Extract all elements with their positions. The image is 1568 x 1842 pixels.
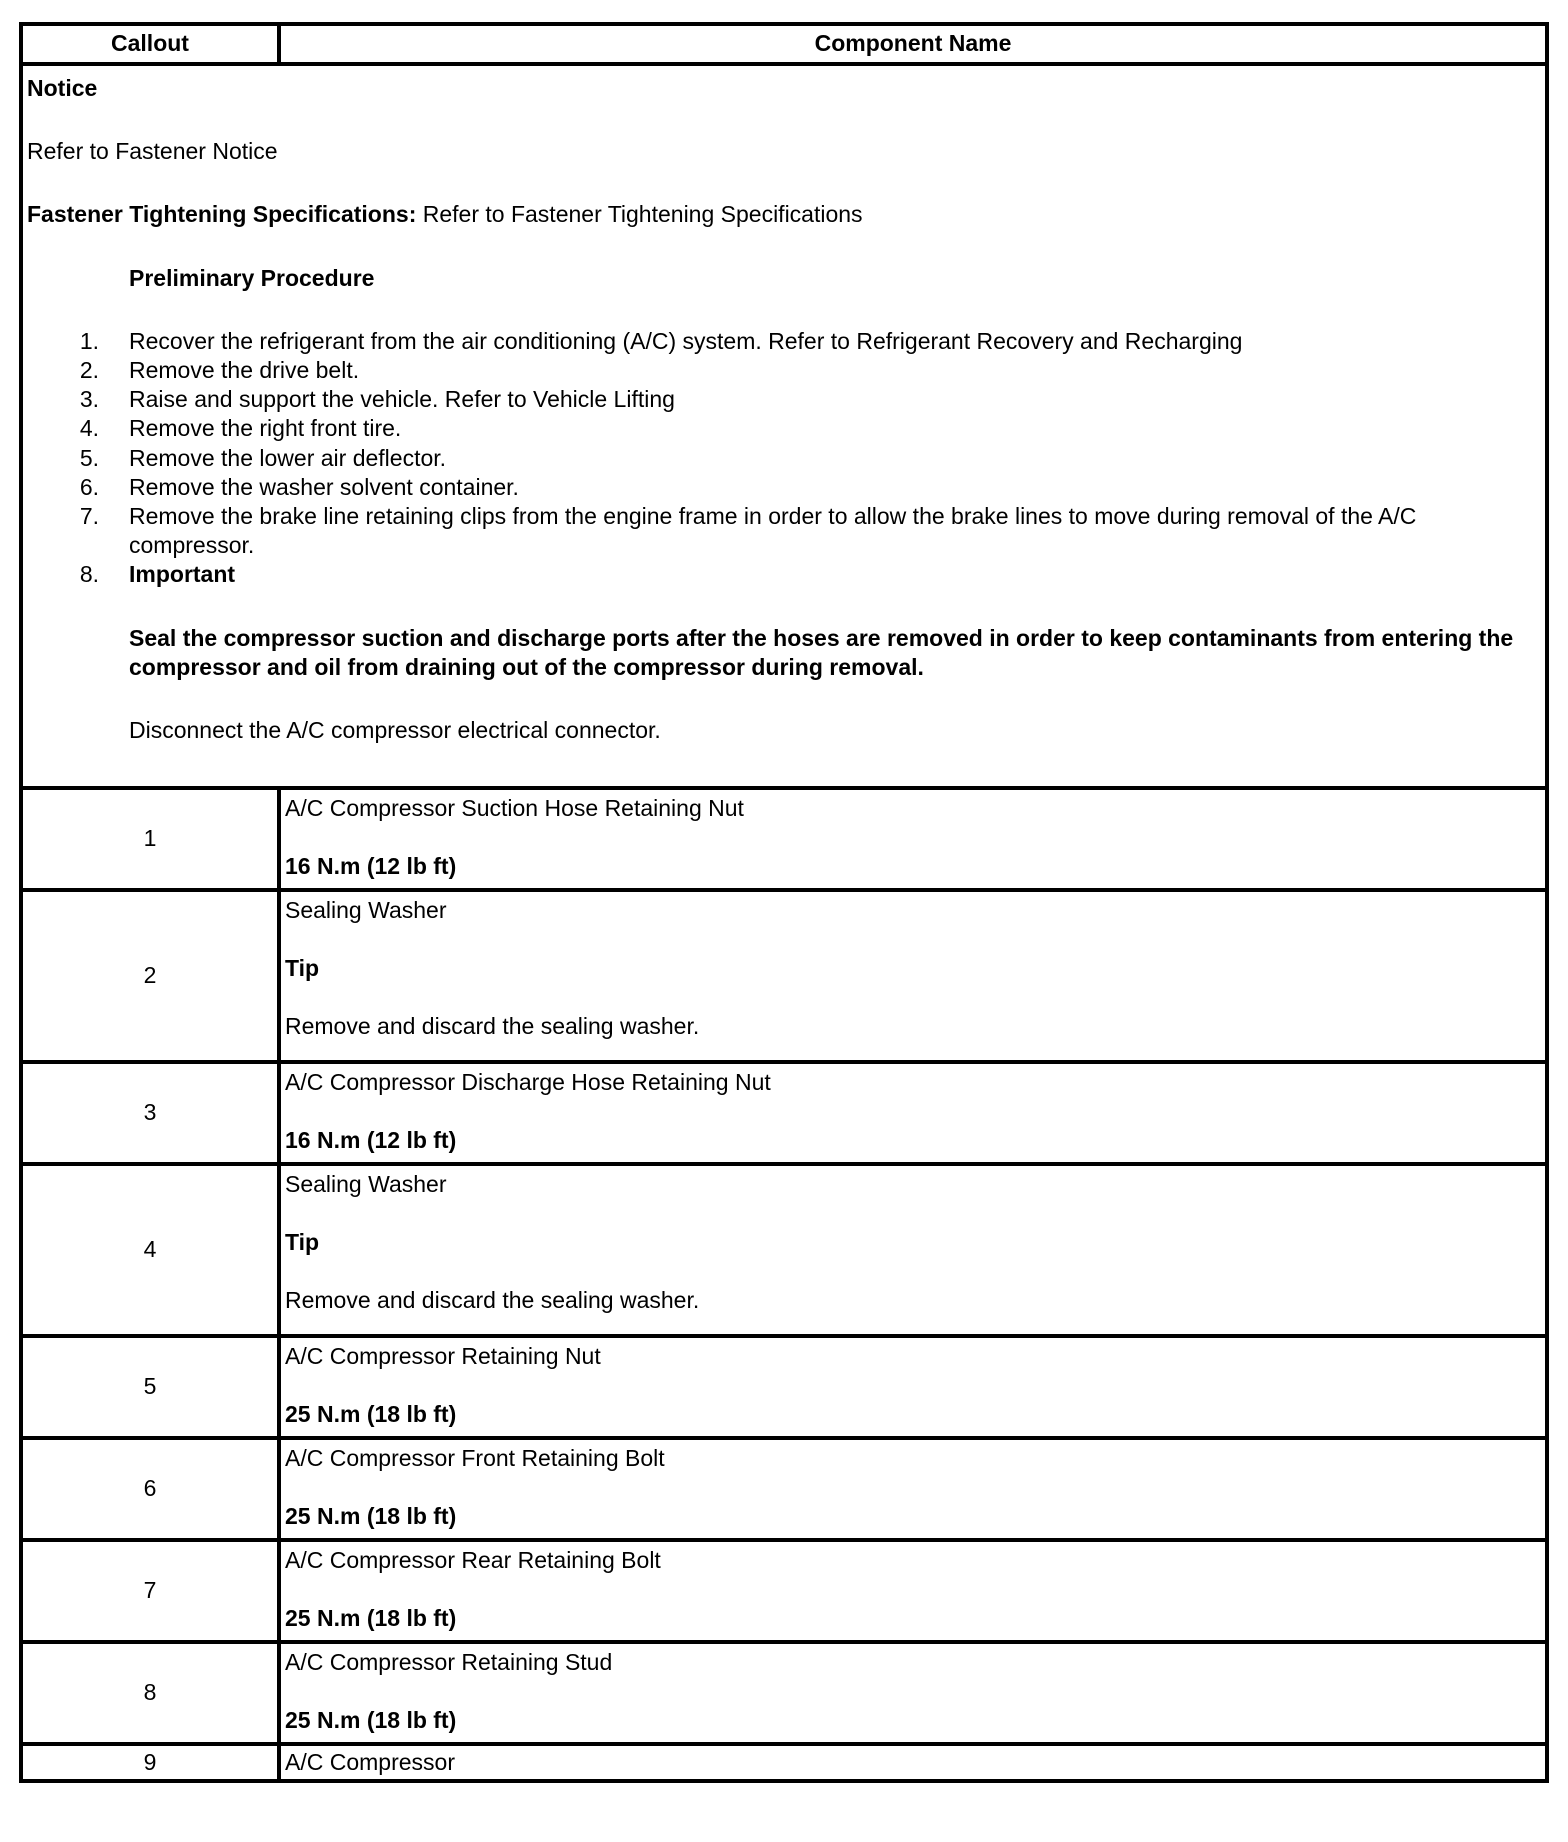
callout-number: 8 (21, 1642, 279, 1744)
table-row (21, 1540, 1547, 1642)
step-item (27, 560, 1539, 589)
table-row (21, 1164, 1547, 1336)
component-name: Sealing Washer (285, 1171, 447, 1197)
step-text: Remove the washer solvent container. (129, 473, 519, 500)
fastener-spec (27, 200, 1539, 229)
callout-header: Callout (21, 24, 279, 64)
component-cell (279, 890, 1547, 1062)
callout-number: 9 (21, 1744, 279, 1781)
step-number: 6. (79, 473, 99, 500)
step-text: Remove the right front tire. (129, 415, 402, 442)
fastener-spec-label: Fastener Tightening Specifications: (27, 201, 417, 228)
torque-spec: 25 N.m (18 lb ft) (285, 1503, 457, 1530)
step-item (27, 356, 1539, 385)
step-item (27, 414, 1539, 443)
step-text: Recover the refrigerant from the air conditioning (A/C) system. Refer to Refrigerant Recovery and Recharging (129, 327, 1243, 354)
final-step-text: Disconnect the A/C compressor electrical connector. (129, 717, 661, 744)
step-number: 7. (79, 503, 99, 530)
callout-number: 2 (21, 890, 279, 1062)
callout-number: 4 (21, 1164, 279, 1336)
step-number: 4. (79, 415, 99, 442)
torque-spec: 16 N.m (12 lb ft) (285, 1127, 457, 1154)
table-row (21, 1336, 1547, 1438)
table-row (21, 1642, 1547, 1744)
step-text: Remove the drive belt. (129, 357, 360, 384)
step-item (27, 444, 1539, 473)
component-name: A/C Compressor Rear Retaining Bolt (285, 1547, 661, 1573)
header-row (21, 24, 1547, 64)
tip-text: Remove and discard the sealing washer. (285, 1013, 700, 1040)
table-row (21, 1438, 1547, 1540)
step-text: Remove the brake line retaining clips from the engine frame in order to allow the brake lines to move during removal of the A/C compressor. (129, 503, 1417, 559)
component-cell (279, 1336, 1547, 1438)
step-number: 3. (79, 386, 99, 413)
table-row (21, 788, 1547, 890)
torque-spec: 16 N.m (12 lb ft) (285, 853, 457, 880)
callout-number: 6 (21, 1438, 279, 1540)
step-text: Remove the lower air deflector. (129, 444, 447, 471)
component-cell (279, 1062, 1547, 1164)
component-name: Sealing Washer (285, 897, 447, 923)
intro-row (21, 64, 1547, 788)
component-name: A/C Compressor Retaining Stud (285, 1649, 613, 1675)
callout-number: 3 (21, 1062, 279, 1164)
step-text-important: Important (129, 561, 236, 588)
torque-spec: 25 N.m (18 lb ft) (285, 1707, 457, 1734)
procedure-steps (27, 327, 1539, 590)
step-item (27, 327, 1539, 356)
callout-number: 1 (21, 788, 279, 890)
component-cell (279, 1642, 1547, 1744)
component-cell (279, 1164, 1547, 1336)
component-name: A/C Compressor Retaining Nut (285, 1343, 601, 1369)
component-cell (279, 1438, 1547, 1540)
step-item (27, 502, 1539, 560)
step-number: 1. (79, 327, 99, 354)
tip-text: Remove and discard the sealing washer. (285, 1287, 700, 1314)
preliminary-title: Preliminary Procedure (129, 264, 375, 291)
step-number: 5. (79, 444, 99, 471)
table-row (21, 890, 1547, 1062)
torque-spec: 25 N.m (18 lb ft) (285, 1605, 457, 1632)
tip-label: Tip (285, 955, 320, 982)
step-item (27, 385, 1539, 414)
table-row (21, 1744, 1547, 1781)
component-name: A/C Compressor (279, 1744, 1547, 1781)
component-table (19, 22, 1549, 1783)
component-name: A/C Compressor Front Retaining Bolt (285, 1445, 665, 1471)
callout-number: 7 (21, 1540, 279, 1642)
step-item (27, 473, 1539, 502)
component-name-header: Component Name (279, 24, 1547, 64)
step-text: Raise and support the vehicle. Refer to Vehicle Lifting (129, 386, 675, 413)
notice-text: Refer to Fastener Notice (27, 138, 278, 165)
component-cell (279, 788, 1547, 890)
callout-number: 5 (21, 1336, 279, 1438)
step-number: 2. (79, 357, 99, 384)
component-cell (279, 1540, 1547, 1642)
fastener-spec-text: Refer to Fastener Tightening Specifications (416, 201, 863, 228)
component-name: A/C Compressor Suction Hose Retaining Nut (285, 795, 744, 821)
component-name: A/C Compressor Discharge Hose Retaining Nut (285, 1069, 771, 1095)
notice-title: Notice (27, 75, 98, 101)
tip-label: Tip (285, 1229, 320, 1256)
intro-cell (21, 64, 1547, 788)
torque-spec: 25 N.m (18 lb ft) (285, 1401, 457, 1428)
step-number: 8. (79, 561, 99, 588)
important-text: Seal the compressor suction and discharge ports after the hoses are removed in order to keep contaminants from entering the compressor and oil from draining out of the compressor during removal. (129, 624, 1514, 680)
table-row (21, 1062, 1547, 1164)
